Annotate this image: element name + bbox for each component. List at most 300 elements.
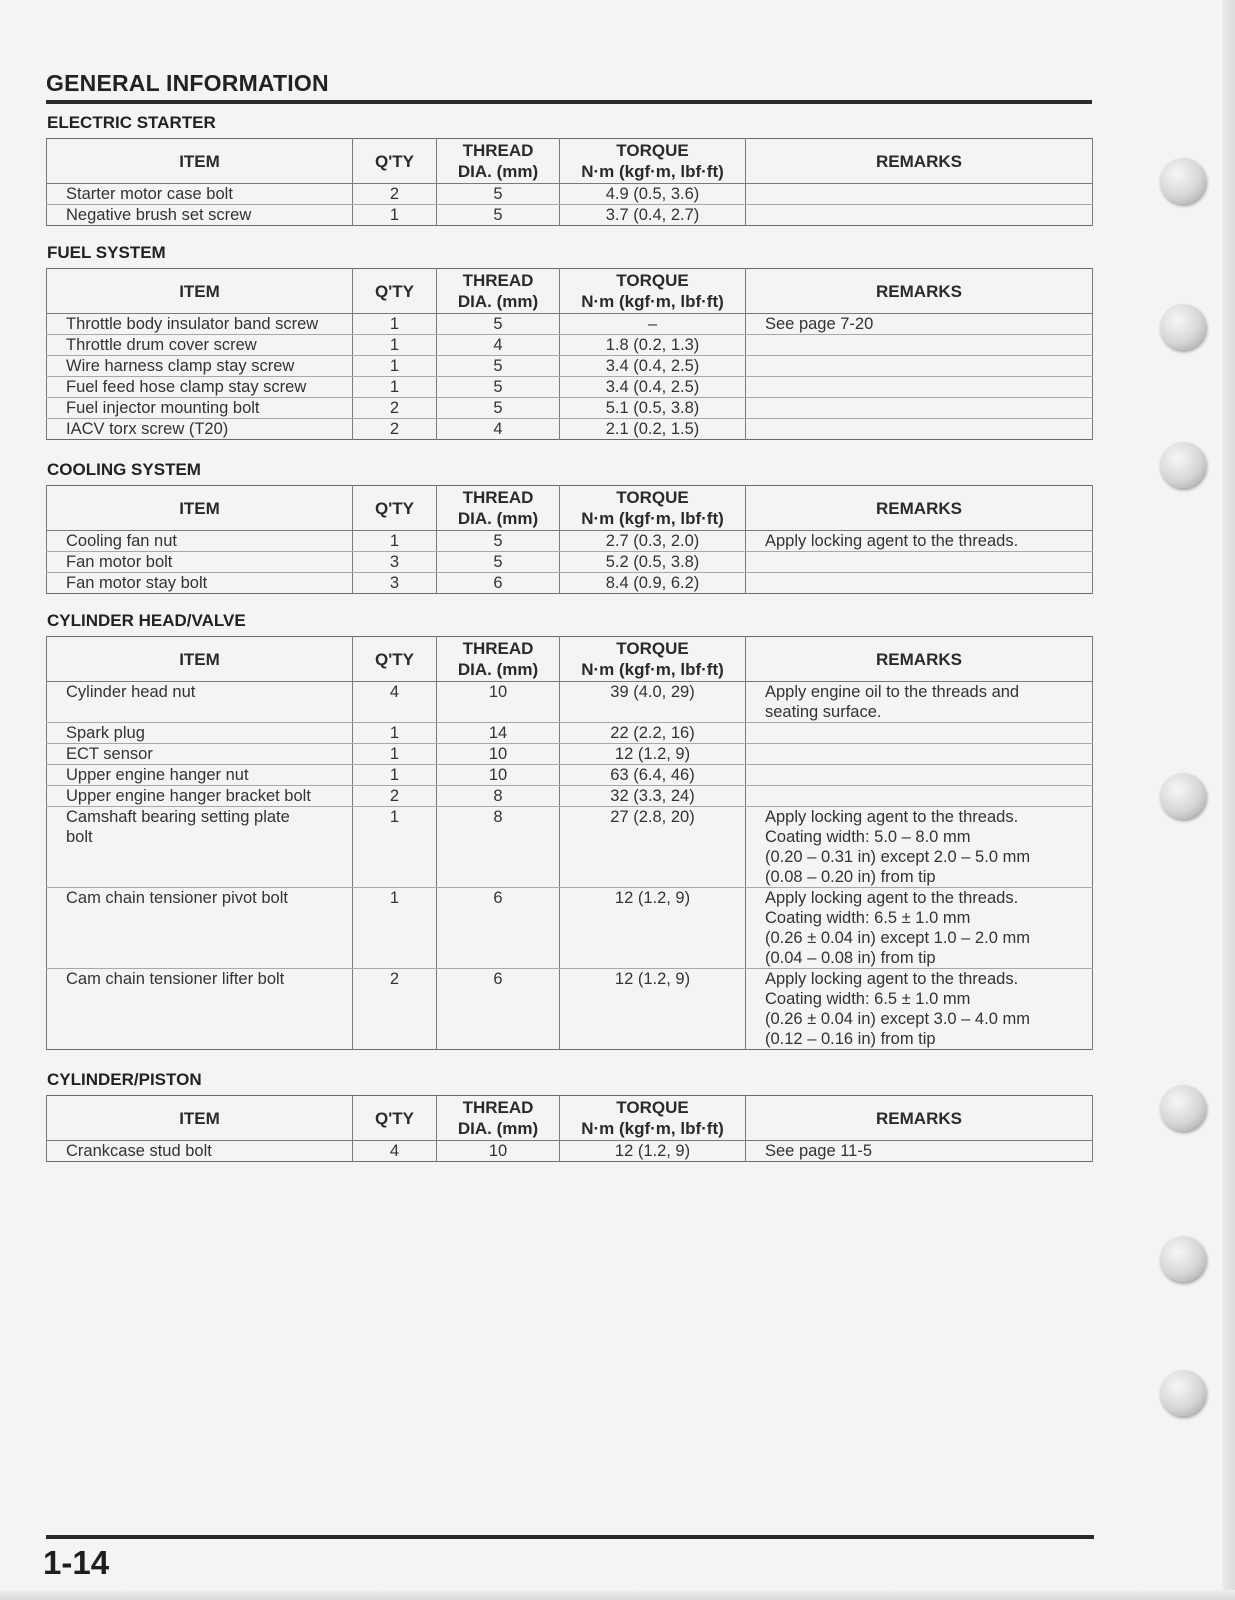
table-row bbox=[47, 314, 1093, 335]
cell-thread bbox=[437, 419, 560, 440]
column-header-remarks bbox=[746, 637, 1093, 682]
remarks-text-line: (0.12 – 0.16 in) from tip bbox=[765, 1030, 936, 1048]
qty-value: 2 bbox=[389, 970, 400, 988]
cell-item bbox=[47, 969, 353, 1050]
item-text: Cylinder head nut bbox=[66, 683, 196, 701]
thread-value: 6 bbox=[493, 574, 503, 592]
column-header-label: N·m (kgf·m, lbf·ft) bbox=[581, 162, 724, 181]
remarks-text-line: (0.26 ± 0.04 in) except 3.0 – 4.0 mm bbox=[765, 1010, 1030, 1028]
column-header-label: ITEM bbox=[179, 281, 220, 301]
table-row bbox=[47, 531, 1093, 552]
cell-torque bbox=[560, 531, 746, 552]
cell-qty bbox=[353, 786, 437, 807]
remarks-text-line: Apply locking agent to the threads. bbox=[765, 889, 1019, 907]
cell-qty bbox=[353, 807, 437, 888]
column-header-label: REMARKS bbox=[876, 498, 962, 518]
table-row bbox=[47, 969, 1093, 1050]
cell-qty bbox=[353, 744, 437, 765]
cell-remarks bbox=[746, 682, 1093, 723]
cell-thread bbox=[437, 552, 560, 573]
qty-value: 1 bbox=[389, 889, 400, 907]
item-text: Wire harness clamp stay screw bbox=[66, 357, 295, 375]
qty-value: 1 bbox=[389, 766, 400, 784]
torque-value: 32 (3.3, 24) bbox=[610, 787, 695, 805]
cell-remarks bbox=[746, 807, 1093, 888]
cell-torque bbox=[560, 398, 746, 419]
remarks-text-line: Coating width: 6.5 ± 1.0 mm bbox=[765, 909, 971, 927]
binder-hole bbox=[1160, 304, 1206, 350]
binder-hole bbox=[1160, 773, 1206, 819]
cell-torque bbox=[560, 314, 746, 335]
qty-value: 1 bbox=[389, 724, 400, 742]
thread-value: 5 bbox=[493, 399, 503, 417]
torque-value: – bbox=[647, 315, 658, 333]
cell-qty bbox=[353, 356, 437, 377]
torque-value: 63 (6.4, 46) bbox=[610, 766, 695, 784]
item-text: Throttle drum cover screw bbox=[66, 336, 257, 354]
column-header-label: DIA. (mm) bbox=[457, 162, 539, 181]
item-text: IACV torx screw (T20) bbox=[66, 420, 229, 438]
section-heading-cylinder-piston: CYLINDER/PISTON bbox=[47, 1070, 202, 1089]
table-row bbox=[47, 765, 1093, 786]
column-header-torque bbox=[560, 1096, 746, 1141]
thread-value: 6 bbox=[493, 889, 503, 907]
torque-table-cylinder-piston bbox=[46, 1095, 1093, 1162]
cell-qty bbox=[353, 184, 437, 205]
cell-thread bbox=[437, 531, 560, 552]
table-row bbox=[47, 807, 1093, 888]
column-header-torque bbox=[560, 139, 746, 184]
cell-torque bbox=[560, 377, 746, 398]
torque-value: 3.4 (0.4, 2.5) bbox=[605, 378, 700, 396]
binder-hole bbox=[1160, 1370, 1206, 1416]
column-header-label: TORQUE bbox=[616, 271, 689, 290]
binder-hole bbox=[1160, 442, 1206, 488]
cell-thread bbox=[437, 573, 560, 594]
cell-thread bbox=[437, 335, 560, 356]
cell-item bbox=[47, 573, 353, 594]
table-row bbox=[47, 723, 1093, 744]
cell-qty bbox=[353, 1141, 437, 1162]
column-header-label: THREAD bbox=[462, 1098, 534, 1117]
table-row bbox=[47, 335, 1093, 356]
cell-thread bbox=[437, 377, 560, 398]
torque-value: 12 (1.2, 9) bbox=[614, 970, 691, 988]
cell-item bbox=[47, 723, 353, 744]
cell-thread bbox=[437, 1141, 560, 1162]
cell-remarks bbox=[746, 969, 1093, 1050]
column-header-item bbox=[47, 637, 353, 682]
item-text: Upper engine hanger bracket bolt bbox=[66, 787, 311, 805]
item-text: Fuel injector mounting bolt bbox=[66, 399, 260, 417]
thread-value: 14 bbox=[488, 724, 508, 742]
cell-qty bbox=[353, 419, 437, 440]
qty-value: 2 bbox=[389, 185, 400, 203]
cell-qty bbox=[353, 398, 437, 419]
column-header-label: N·m (kgf·m, lbf·ft) bbox=[581, 1119, 724, 1138]
binder-hole bbox=[1160, 158, 1206, 204]
column-header-label: DIA. (mm) bbox=[457, 292, 539, 311]
cell-qty bbox=[353, 314, 437, 335]
cell-qty bbox=[353, 531, 437, 552]
cell-remarks bbox=[746, 356, 1093, 377]
thread-value: 6 bbox=[493, 970, 503, 988]
item-text: ECT sensor bbox=[66, 745, 153, 763]
item-text: Fan motor stay bolt bbox=[66, 574, 208, 592]
table-row bbox=[47, 573, 1093, 594]
cell-thread bbox=[437, 682, 560, 723]
thread-value: 5 bbox=[493, 357, 503, 375]
cell-torque bbox=[560, 744, 746, 765]
table-header-row bbox=[47, 637, 1093, 682]
qty-value: 1 bbox=[389, 357, 400, 375]
remarks-text-line: (0.04 – 0.08 in) from tip bbox=[765, 949, 936, 967]
column-header-label: THREAD bbox=[462, 271, 534, 290]
table-row bbox=[47, 356, 1093, 377]
torque-table-electric-starter bbox=[46, 138, 1093, 226]
item-text: Upper engine hanger nut bbox=[66, 766, 249, 784]
column-header-qty bbox=[353, 1096, 437, 1141]
cell-remarks bbox=[746, 314, 1093, 335]
torque-value: 8.4 (0.9, 6.2) bbox=[605, 574, 700, 592]
qty-value: 3 bbox=[389, 574, 400, 592]
column-header-thread bbox=[437, 486, 560, 531]
torque-value: 3.7 (0.4, 2.7) bbox=[605, 206, 700, 224]
column-header-label: THREAD bbox=[462, 488, 534, 507]
column-header-qty bbox=[353, 139, 437, 184]
thread-value: 10 bbox=[488, 745, 508, 763]
torque-value: 12 (1.2, 9) bbox=[614, 889, 691, 907]
thread-value: 5 bbox=[493, 206, 503, 224]
column-header-label: N·m (kgf·m, lbf·ft) bbox=[581, 660, 724, 679]
torque-table-fuel-system bbox=[46, 268, 1093, 440]
cell-torque bbox=[560, 786, 746, 807]
cell-torque bbox=[560, 682, 746, 723]
column-header-remarks bbox=[746, 486, 1093, 531]
binder-hole bbox=[1160, 1085, 1206, 1131]
remarks-text-line: (0.08 – 0.20 in) from tip bbox=[765, 868, 936, 886]
thread-value: 8 bbox=[493, 787, 503, 805]
torque-value: 12 (1.2, 9) bbox=[614, 1142, 691, 1160]
cell-thread bbox=[437, 969, 560, 1050]
cell-remarks bbox=[746, 184, 1093, 205]
item-text: Crankcase stud bolt bbox=[66, 1142, 212, 1160]
thread-value: 4 bbox=[493, 420, 503, 438]
column-header-thread bbox=[437, 269, 560, 314]
cell-thread bbox=[437, 205, 560, 226]
column-header-label: N·m (kgf·m, lbf·ft) bbox=[581, 509, 724, 528]
item-text-line: Camshaft bearing setting plate bbox=[66, 808, 290, 826]
column-header-label: Q'TY bbox=[375, 1108, 414, 1128]
qty-value: 3 bbox=[389, 553, 400, 571]
cell-qty bbox=[353, 552, 437, 573]
cell-qty bbox=[353, 205, 437, 226]
qty-value: 1 bbox=[389, 532, 400, 550]
cell-item bbox=[47, 1141, 353, 1162]
table-row bbox=[47, 744, 1093, 765]
section-heading-fuel-system: FUEL SYSTEM bbox=[47, 243, 166, 262]
item-text: Fan motor bolt bbox=[66, 553, 173, 571]
thread-value: 5 bbox=[493, 378, 503, 396]
table-header-row bbox=[47, 486, 1093, 531]
section-heading-cooling-system: COOLING SYSTEM bbox=[47, 460, 201, 479]
column-header-item bbox=[47, 269, 353, 314]
cell-remarks bbox=[746, 335, 1093, 356]
column-header-thread bbox=[437, 139, 560, 184]
cell-item bbox=[47, 807, 353, 888]
cell-torque bbox=[560, 356, 746, 377]
qty-value: 2 bbox=[389, 399, 400, 417]
column-header-thread bbox=[437, 637, 560, 682]
cell-torque bbox=[560, 807, 746, 888]
item-text: Cam chain tensioner lifter bolt bbox=[66, 970, 285, 988]
thread-value: 5 bbox=[493, 185, 503, 203]
binder-hole bbox=[1160, 1236, 1206, 1282]
cell-thread bbox=[437, 314, 560, 335]
cell-torque bbox=[560, 765, 746, 786]
thread-value: 4 bbox=[493, 336, 503, 354]
column-header-label: ITEM bbox=[179, 151, 220, 171]
cell-torque bbox=[560, 723, 746, 744]
column-header-label: TORQUE bbox=[616, 488, 689, 507]
cell-item bbox=[47, 682, 353, 723]
torque-value: 2.7 (0.3, 2.0) bbox=[605, 532, 700, 550]
thread-value: 10 bbox=[488, 1142, 508, 1160]
cell-remarks bbox=[746, 765, 1093, 786]
thread-value: 5 bbox=[493, 553, 503, 571]
cell-thread bbox=[437, 723, 560, 744]
column-header-item bbox=[47, 139, 353, 184]
cell-item bbox=[47, 314, 353, 335]
torque-value: 27 (2.8, 20) bbox=[610, 808, 695, 826]
column-header-label: Q'TY bbox=[375, 649, 414, 669]
table-header-row bbox=[47, 269, 1093, 314]
cell-torque bbox=[560, 552, 746, 573]
column-header-label: THREAD bbox=[462, 141, 534, 160]
item-text: Starter motor case bolt bbox=[66, 185, 233, 203]
table-row bbox=[47, 552, 1093, 573]
cell-remarks bbox=[746, 419, 1093, 440]
remarks-text-line: Coating width: 6.5 ± 1.0 mm bbox=[765, 990, 971, 1008]
cell-torque bbox=[560, 888, 746, 969]
cell-item bbox=[47, 398, 353, 419]
cell-item bbox=[47, 888, 353, 969]
cell-torque bbox=[560, 573, 746, 594]
qty-value: 1 bbox=[389, 206, 400, 224]
cell-remarks bbox=[746, 744, 1093, 765]
cell-item bbox=[47, 552, 353, 573]
table-row bbox=[47, 205, 1093, 226]
column-header-thread bbox=[437, 1096, 560, 1141]
column-header-remarks bbox=[746, 139, 1093, 184]
cell-qty bbox=[353, 723, 437, 744]
torque-value: 5.2 (0.5, 3.8) bbox=[605, 553, 700, 571]
cell-qty bbox=[353, 969, 437, 1050]
item-text: Cam chain tensioner pivot bolt bbox=[66, 889, 288, 907]
cell-remarks bbox=[746, 888, 1093, 969]
page-number: 1-14 bbox=[43, 1544, 110, 1581]
cell-item bbox=[47, 184, 353, 205]
item-text: Fuel feed hose clamp stay screw bbox=[66, 378, 307, 396]
page-edge-bottom bbox=[0, 1590, 1235, 1600]
cell-remarks bbox=[746, 377, 1093, 398]
table-row bbox=[47, 786, 1093, 807]
qty-value: 1 bbox=[389, 808, 400, 826]
cell-remarks bbox=[746, 786, 1093, 807]
cell-remarks bbox=[746, 531, 1093, 552]
column-header-item bbox=[47, 486, 353, 531]
remarks-text-line: Apply locking agent to the threads. bbox=[765, 808, 1019, 826]
cell-item bbox=[47, 786, 353, 807]
torque-value: 22 (2.2, 16) bbox=[610, 724, 695, 742]
cell-thread bbox=[437, 765, 560, 786]
thread-value: 5 bbox=[493, 532, 503, 550]
qty-value: 1 bbox=[389, 315, 400, 333]
cell-item bbox=[47, 765, 353, 786]
torque-value: 3.4 (0.4, 2.5) bbox=[605, 357, 700, 375]
column-header-label: Q'TY bbox=[375, 151, 414, 171]
table-row bbox=[47, 398, 1093, 419]
table-row bbox=[47, 682, 1093, 723]
cell-remarks bbox=[746, 398, 1093, 419]
column-header-label: REMARKS bbox=[876, 281, 962, 301]
cell-qty bbox=[353, 335, 437, 356]
item-text: Spark plug bbox=[66, 724, 145, 742]
column-header-qty bbox=[353, 637, 437, 682]
section-heading-cylinder-head-valve: CYLINDER HEAD/VALVE bbox=[47, 611, 246, 630]
cell-thread bbox=[437, 888, 560, 969]
thread-value: 10 bbox=[488, 683, 508, 701]
table-row bbox=[47, 1141, 1093, 1162]
cell-item bbox=[47, 377, 353, 398]
torque-value: 12 (1.2, 9) bbox=[614, 745, 691, 763]
column-header-torque bbox=[560, 269, 746, 314]
cell-torque bbox=[560, 419, 746, 440]
torque-table-cylinder-head-valve bbox=[46, 636, 1093, 1050]
cell-remarks bbox=[746, 723, 1093, 744]
column-header-remarks bbox=[746, 1096, 1093, 1141]
column-header-label: N·m (kgf·m, lbf·ft) bbox=[581, 292, 724, 311]
torque-value: 4.9 (0.5, 3.6) bbox=[605, 185, 700, 203]
table-row bbox=[47, 377, 1093, 398]
remarks-text: Apply locking agent to the threads. bbox=[765, 532, 1019, 550]
table-header-row bbox=[47, 139, 1093, 184]
thread-value: 10 bbox=[488, 766, 508, 784]
cell-remarks bbox=[746, 552, 1093, 573]
remarks-text: See page 7-20 bbox=[765, 315, 874, 333]
thread-value: 5 bbox=[493, 315, 503, 333]
column-header-label: ITEM bbox=[179, 498, 220, 518]
cell-thread bbox=[437, 744, 560, 765]
torque-table-cooling-system bbox=[46, 485, 1093, 594]
column-header-label: REMARKS bbox=[876, 1108, 962, 1128]
cell-torque bbox=[560, 1141, 746, 1162]
qty-value: 2 bbox=[389, 420, 400, 438]
remarks-text-line: Apply locking agent to the threads. bbox=[765, 970, 1019, 988]
cell-thread bbox=[437, 398, 560, 419]
column-header-label: DIA. (mm) bbox=[457, 660, 539, 679]
column-header-qty bbox=[353, 486, 437, 531]
cell-qty bbox=[353, 888, 437, 969]
torque-value: 2.1 (0.2, 1.5) bbox=[605, 420, 700, 438]
remarks-text-line: (0.20 – 0.31 in) except 2.0 – 5.0 mm bbox=[765, 848, 1031, 866]
table-row bbox=[47, 888, 1093, 969]
item-text: Negative brush set screw bbox=[66, 206, 252, 224]
qty-value: 4 bbox=[389, 1142, 400, 1160]
cell-torque bbox=[560, 205, 746, 226]
column-header-qty bbox=[353, 269, 437, 314]
cell-item bbox=[47, 744, 353, 765]
cell-qty bbox=[353, 573, 437, 594]
column-header-label: ITEM bbox=[179, 649, 220, 669]
remarks-text-line: (0.26 ± 0.04 in) except 1.0 – 2.0 mm bbox=[765, 929, 1030, 947]
column-header-label: REMARKS bbox=[876, 151, 962, 171]
qty-value: 4 bbox=[389, 683, 400, 701]
remarks-text-line: seating surface. bbox=[765, 703, 882, 721]
column-header-label: Q'TY bbox=[375, 281, 414, 301]
cell-qty bbox=[353, 682, 437, 723]
cell-torque bbox=[560, 969, 746, 1050]
cell-item bbox=[47, 205, 353, 226]
column-header-label: TORQUE bbox=[616, 141, 689, 160]
cell-item bbox=[47, 419, 353, 440]
section-heading-electric-starter: ELECTRIC STARTER bbox=[47, 113, 216, 132]
cell-thread bbox=[437, 786, 560, 807]
cell-remarks bbox=[746, 205, 1093, 226]
table-header-row bbox=[47, 1096, 1093, 1141]
column-header-label: DIA. (mm) bbox=[457, 1119, 539, 1138]
remarks-text: See page 11-5 bbox=[765, 1142, 873, 1160]
column-header-label: ITEM bbox=[179, 1108, 220, 1128]
column-header-remarks bbox=[746, 269, 1093, 314]
thread-value: 8 bbox=[493, 808, 503, 826]
qty-value: 1 bbox=[389, 336, 400, 354]
column-header-torque bbox=[560, 486, 746, 531]
cell-qty bbox=[353, 377, 437, 398]
qty-value: 1 bbox=[389, 378, 400, 396]
table-row bbox=[47, 419, 1093, 440]
torque-value: 5.1 (0.5, 3.8) bbox=[605, 399, 700, 417]
cell-thread bbox=[437, 807, 560, 888]
cell-remarks bbox=[746, 573, 1093, 594]
cell-thread bbox=[437, 356, 560, 377]
column-header-label: Q'TY bbox=[375, 498, 414, 518]
cell-item bbox=[47, 356, 353, 377]
cell-remarks bbox=[746, 1141, 1093, 1162]
qty-value: 2 bbox=[389, 787, 400, 805]
table-row bbox=[47, 184, 1093, 205]
column-header-label: TORQUE bbox=[616, 1098, 689, 1117]
remarks-text-line: Apply engine oil to the threads and bbox=[765, 683, 1020, 701]
page-edge bbox=[1222, 0, 1235, 1600]
item-text-line: bolt bbox=[66, 828, 93, 846]
column-header-label: DIA. (mm) bbox=[457, 509, 539, 528]
remarks-text-line: Coating width: 5.0 – 8.0 mm bbox=[765, 828, 971, 846]
cell-item bbox=[47, 531, 353, 552]
torque-value: 39 (4.0, 29) bbox=[610, 683, 695, 701]
title-rule bbox=[46, 100, 1092, 104]
item-text: Cooling fan nut bbox=[66, 532, 177, 550]
column-header-label: REMARKS bbox=[876, 649, 962, 669]
column-header-torque bbox=[560, 637, 746, 682]
torque-value: 1.8 (0.2, 1.3) bbox=[605, 336, 700, 354]
qty-value: 1 bbox=[389, 745, 400, 763]
column-header-label: TORQUE bbox=[616, 639, 689, 658]
cell-thread bbox=[437, 184, 560, 205]
cell-qty bbox=[353, 765, 437, 786]
footer-rule bbox=[46, 1535, 1094, 1539]
item-text: Throttle body insulator band screw bbox=[66, 315, 319, 333]
